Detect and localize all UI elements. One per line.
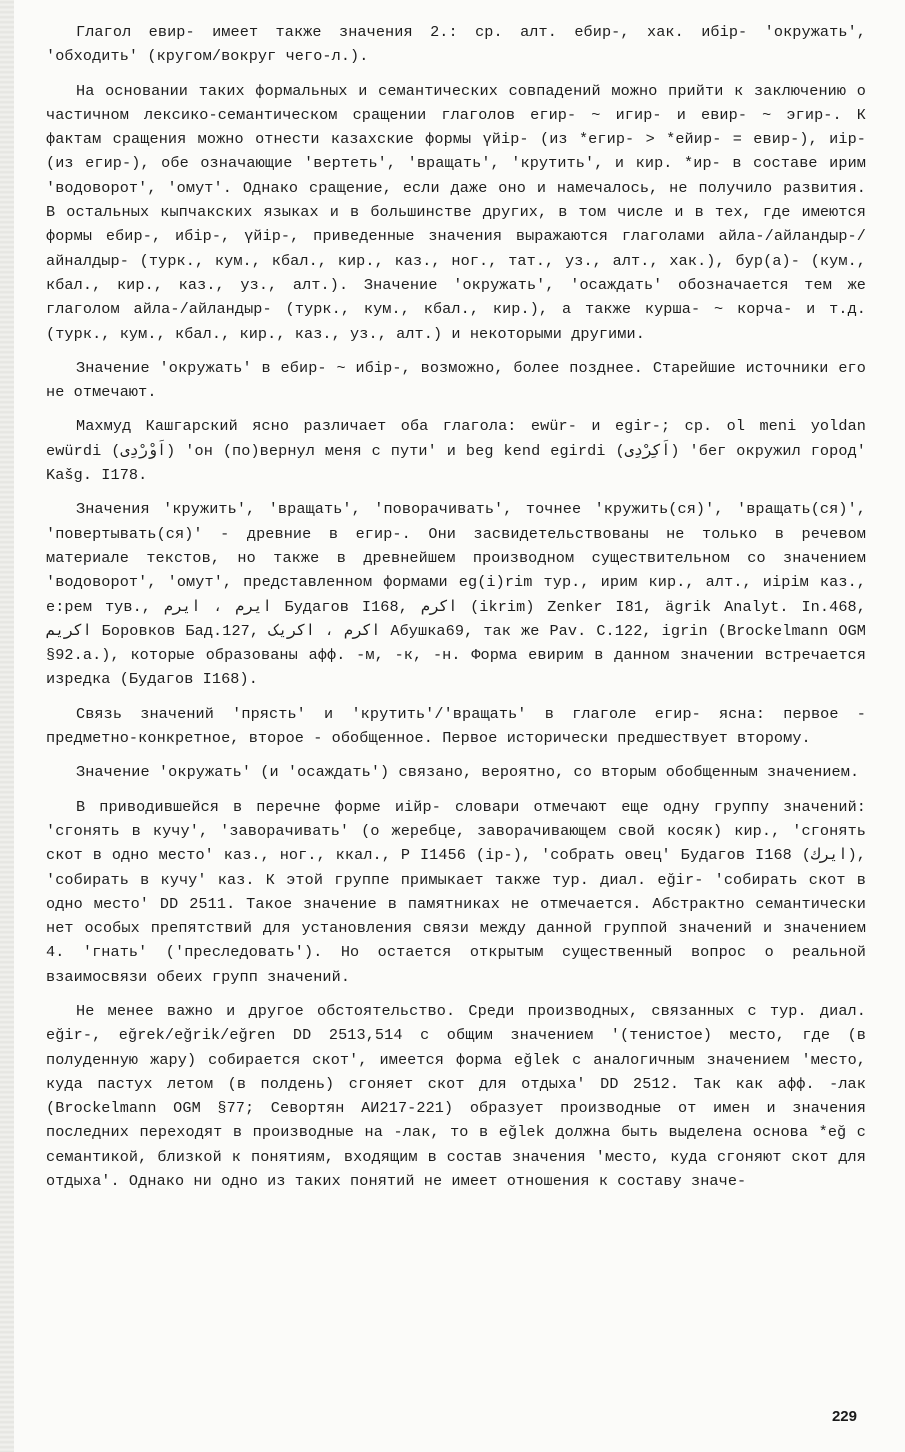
body-text xyxy=(46,20,866,1203)
paragraph-1: Глагол евир- имеет также значения 2.: ср. алт. ебир-, хак. ибір- 'окружать', 'обходить' (кругом/вокруг чего-л.). xyxy=(46,23,866,66)
paragraph-3: Значение 'окружать' в ебир- ~ ибір-, возможно, более позднее. Старейшие источники его не отмечают. xyxy=(46,358,866,402)
paragraph-7: Значение 'окружать' (и 'осаждать') связано, вероятно, со вторым обобщенным значением. xyxy=(76,763,860,782)
paragraph-2: На основании таких формальных и семантических совпадений можно прийти к заключению о частичном лексико-семантическом сращении глаголов егир- ~ игир- и евир- ~ эгир-. К фактам сращения можно отнести казахские формы үйір- (из *егир- > *ейир- = евир-), иір- (из егир-), обе означающие 'вертеть', 'вращать', 'крутить', и кир. *ир- в составе ирим 'водоворот', 'омут'. Однако сращение, если даже оно и намечалось, не получило развития. В остальных кыпчакских языках и в большинстве других, в том числе и в тех, где имеются формы ебир-, ибір-, үйір-, приведенные значения выражаются глаголами айла-/айландыр-/айналдыр- (турк., кум., кбал., кир., каз., ног., тат., уз., алт., хак.), бур(а)- (кум., кбал., кир., каз., уз., алт.). Значение 'окружать', 'осаждать' обозначается тем же глаголом айла-/айландыр- (турк., кум., кбал., кир.), а также курша- ~ корча- и т.д. (турк., кум., кбал., кир., каз., уз., алт.) и некоторыми другими. xyxy=(46,81,866,343)
paragraph-5: Значения 'кружить', 'вращать', 'поворачивать', точнее 'кружить(ся)', 'вращать(ся)', 'повертывать(ся)' - древние в егир-. Они засвидетельствованы не только в речевом материале текстов, но также в древнейшем производном существительном со значением 'водоворот', 'омут', представленном формами eg(i)rim тур., ирим кир., алт., иірім каз., е:рем тув., ایرم ، ایرم Будагов I168, اکرم (ikrim) Zenker I81, ägrik Analyt. In.468, اکریم Боровков Бад.127, اکرم ، اکریک Абушка69, так же Pav. C.122, igrin (Brockelmann OGM §92.a.), которые образованы афф. -м, -к, -н. Форма евирим в данном значении встречается изредка (Будагов I168). xyxy=(46,500,866,689)
paragraph-6: Связь значений 'прясть' и 'крутить'/'вращать' в глаголе егир- ясна: первое - предметно-конкретное, второе - обобщенное. Первое исторически предшествует второму. xyxy=(46,704,866,748)
page-number: 229 xyxy=(831,1408,857,1425)
paragraph-8: В приводившейся в перечне форме иійр- словари отмечают еще одну группу значений: 'сгонять в кучу', 'заворачивать' (о жеребце, заворачивающем свой косяк) кир., 'сгонять скот в одно место' каз., ног., ккал., Р I1456 (ір-), 'собрать овец' Будагов I168 (ایرك), 'собирать в кучу' каз. К этой группе примыкает также тур. диал. eğir- 'собирать скот в одно место' DD 2511. Такое значение в памятниках не отмечается. Абстрактно семантически нет особых препятствий для установления связи между данной группой значений и значением 4. 'гнать' ('преследовать'). Но остается открытым существенный вопрос о реальной взаимосвязи обеих групп значений. xyxy=(46,797,866,986)
scan-margin xyxy=(0,0,14,1452)
paragraph-9: Не менее важно и другое обстоятельство. Среди производных, связанных с тур. диал. eğir-, eğrek/eğrik/eğren DD 2513,514 с общим значением '(тенистое) место, где (в полуденную жару) собирается скот', имеется форма eğlek с аналогичным значением 'место, куда пастух летом (в полдень) сгоняет скот для отдыха' DD 2512. Так как афф. -лак (Brockelmann OGM §77; Севортян АИ217-221) образует производные от имен и значения последних переходят в производные на -лак, то в eğlek должна быть выделена основа *eğ с семантикой, близкой к понятиям, входящим в состав значения 'место, куда сгоняют скот для отдыха'. Однако ни одно из таких понятий не имеет отношения к составу значе- xyxy=(46,1001,866,1191)
paragraph-4: Махмуд Кашгарский ясно различает оба глагола: ewür- и egir-; ср. ol meni yoldan ewürdi (اَوْرْدِی) 'он (по)вернул меня с пути' и beg kend egirdi (اَكِرْدِی) 'бег окружил город' Kašg. I178. xyxy=(46,417,866,485)
